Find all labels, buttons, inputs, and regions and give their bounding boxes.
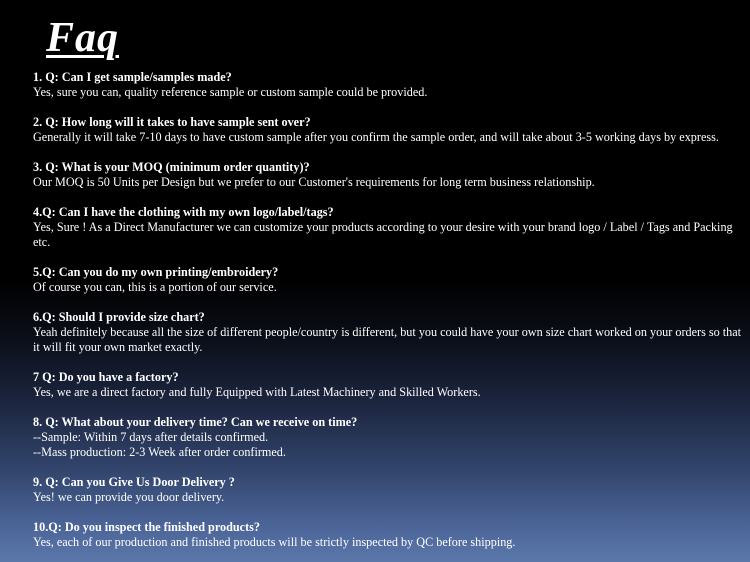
faq-question: 2. Q: How long will it takes to have sample sent over? [33,115,311,129]
faq-question: 1. Q: Can I get sample/samples made? [33,70,232,84]
page-title: Faq [46,15,120,61]
faq-item-1 [33,70,745,100]
faq-answer: Yes, we are a direct factory and fully Equipped with Latest Machinery and Skilled Workers. [33,385,481,399]
faq-list [33,70,745,550]
faq-question: 3. Q: What is your MOQ (minimum order quantity)? [33,160,310,174]
faq-answer: Our MOQ is 50 Units per Design but we prefer to our Customer's requirements for long term business relationship. [33,175,595,189]
faq-answer: Yeah definitely because all the size of different people/country is different, but you could have your own size chart worked on your orders so that it will fit your own market exactly. [33,325,742,354]
faq-question: 5.Q: Can you do my own printing/embroidery? [33,265,279,279]
faq-question: 8. Q: What about your delivery time? Can we receive on time? [33,415,358,429]
faq-answer: --Sample: Within 7 days after details confirmed. [33,430,269,444]
faq-answer: Yes, each of our production and finished products will be strictly inspected by QC before shipping. [33,535,516,549]
faq-answer: --Mass production: 2-3 Week after order confirmed. [33,445,286,459]
faq-question: 9. Q: Can you Give Us Door Delivery ? [33,475,235,489]
faq-item-10 [33,520,745,550]
faq-question: 7 Q: Do you have a factory? [33,370,179,384]
faq-question: 4.Q: Can I have the clothing with my own logo/label/tags? [33,205,334,219]
faq-question: 10.Q: Do you inspect the finished products? [33,520,260,534]
faq-question: 6.Q: Should I provide size chart? [33,310,205,324]
faq-answer: Generally it will take 7-10 days to have custom sample after you confirm the sample order, and will take about 3-5 working days by express. [33,130,719,144]
faq-item-6 [33,310,745,355]
faq-item-2 [33,115,745,145]
faq-answer: Yes! we can provide you door delivery. [33,490,225,504]
faq-item-7 [33,370,745,400]
faq-item-8 [33,415,745,460]
faq-answer: Yes, sure you can, quality reference sample or custom sample could be provided. [33,85,428,99]
faq-answer: Of course you can, this is a portion of our service. [33,280,277,294]
faq-answer: Yes, Sure ! As a Direct Manufacturer we can customize your products according to your desire with your brand logo / Label / Tags and Packing etc. [33,220,733,249]
faq-item-3 [33,160,745,190]
faq-item-4 [33,205,745,250]
faq-item-5 [33,265,745,295]
faq-item-9 [33,475,745,505]
